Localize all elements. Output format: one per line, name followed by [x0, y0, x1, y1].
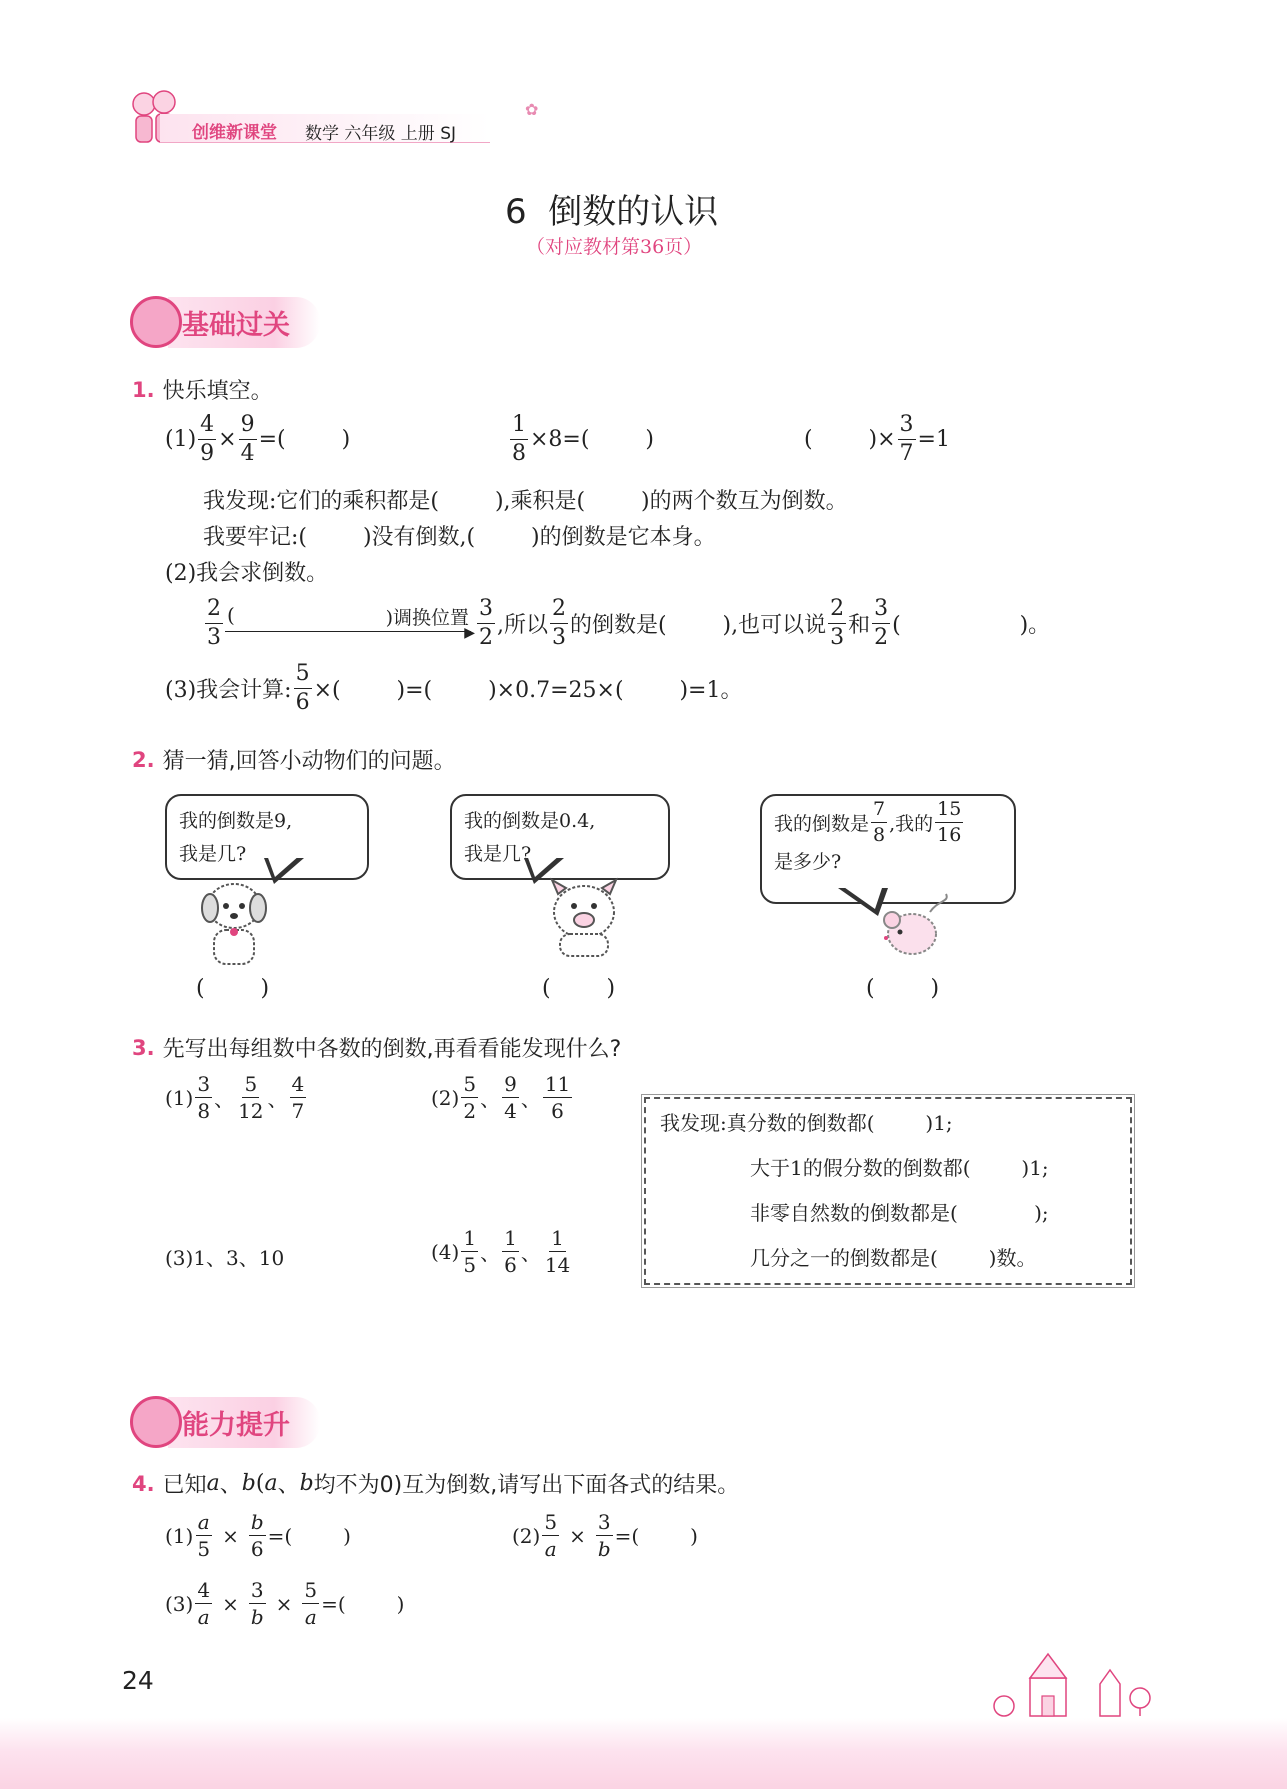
q1-find: 我发现:它们的乘积都是( ),乘积是( )的两个数互为倒数。: [203, 489, 848, 514]
q3-find-1[interactable]: 我发现:真分数的倒数都( )1;: [660, 1111, 953, 1135]
fraction: 2 3: [552, 596, 566, 650]
fraction: 3 2: [479, 596, 493, 650]
q1-part1-a: (1) $\frac{4}{9}$ × $\frac{9}{4}$ =( ): [165, 412, 351, 466]
speech-bubble-pig: 我的倒数是0.4, 我是几?: [450, 794, 670, 880]
swap-arrow: ( )调换位置 ▶: [227, 602, 475, 641]
fraction: $\frac{4}{a}$: [197, 1578, 211, 1629]
dog-icon: [196, 874, 272, 974]
q3-find-3[interactable]: 非零自然数的倒数都是( );: [750, 1201, 1049, 1225]
q3-text: 先写出每组数中各数的倒数,再看看能发现什么?: [162, 1037, 622, 1062]
q2-number: 2.: [132, 747, 155, 772]
q3-find-4[interactable]: 几分之一的倒数都是( )数。: [750, 1246, 1037, 1270]
answer-blank[interactable]: =( ): [258, 427, 351, 452]
speech-bubble-mouse: 我的倒数是 7 8 ,我的 15 16 是多少?: [760, 794, 1016, 904]
bubble-tail-fill: [841, 885, 883, 909]
page-title: 6 倒数的认识: [505, 192, 719, 232]
fraction: 5 2: [463, 1072, 477, 1123]
q3-group2: (2) 5 2 、 9 4 、 11 6: [431, 1072, 571, 1123]
q1-part1-b: [508, 414, 654, 465]
fraction: 2 3: [207, 596, 221, 650]
section-basic-label: 基础过关: [168, 297, 320, 348]
q2-text: 猜一猜,回答小动物们的问题。: [162, 749, 456, 774]
q4-part3: (3) $\frac{4}{a}$ × $\frac{3}{b}$ × $\frac{5}{a}$ =( ): [165, 1578, 405, 1629]
page-number: 24: [122, 1666, 154, 1695]
answer-blank[interactable]: ×( )=( )×0.7=25×( )=1。: [313, 678, 743, 703]
fraction: $\frac{5}{6}$: [295, 661, 310, 715]
q1-part2-line: 2 3 ( )调换位置 ▶ 3 2 ,所以 2 3 的倒数是( ),也可以说 2 3 和 3 2 ( )。: [207, 596, 1051, 650]
q1-text: 快乐填空。: [162, 379, 273, 404]
q2-answer-2[interactable]: ( ): [542, 976, 616, 1001]
section-basic: [130, 296, 320, 348]
fraction: $\frac{4}{9}$: [200, 412, 215, 466]
fraction: 4 7: [291, 1072, 305, 1123]
q1-stem: [132, 374, 273, 405]
fraction: $\frac{9}{4}$: [240, 412, 255, 466]
castle-icon: [990, 1648, 1160, 1722]
q1-part1-c: ( )× $\frac{3}{7}$ =1: [804, 412, 950, 466]
q2-stem: [132, 744, 456, 775]
q3-group1: (1) 3 8 、 5 12 、 4 7: [165, 1072, 305, 1123]
fraction: $\frac{b}{6}$: [250, 1510, 264, 1561]
answer-blank[interactable]: ×8=( ): [530, 427, 654, 452]
fraction: 1 5: [463, 1226, 477, 1277]
q1-remember: 我要牢记:( )没有倒数,( )的倒数是它本身。: [203, 525, 716, 550]
q3-stem: [132, 1032, 621, 1063]
fraction: 1 14: [544, 1226, 571, 1277]
q3-group4: (4) 1 5 、 1 6 、 1 14: [431, 1226, 571, 1277]
q2-answer-3[interactable]: ( ): [866, 976, 940, 1001]
answer-blank[interactable]: =( ): [267, 1523, 351, 1548]
answer-blank[interactable]: ( )×: [804, 427, 896, 452]
answer-blank[interactable]: 的倒数是( ),也可以说: [570, 613, 827, 638]
q4-stem: 4. 已知 a 、 b ( a 、 b 均不为0)互为倒数,请写出下面各式的结果。: [132, 1471, 740, 1498]
fraction: $\frac{1}{8}$: [512, 412, 526, 466]
fraction: $\frac{3}{b}$: [250, 1578, 264, 1629]
footer-band: [0, 1718, 1287, 1789]
speech-bubble-dog: 我的倒数是9, 我是几?: [165, 794, 369, 880]
q3-group3: (3)1、3、10: [165, 1246, 285, 1270]
fraction: 1 6: [504, 1226, 517, 1277]
answer-blank[interactable]: =( ): [321, 1591, 405, 1616]
q1-number: 1.: [132, 377, 155, 402]
q4-part2: (2) $\frac{5}{a}$ × $\frac{3}{b}$ =( ): [512, 1510, 698, 1561]
mouse-icon: [878, 892, 952, 964]
q1-part3: (3)我会计算: $\frac{5}{6}$ ×( )=( )×0.7=25×( )=1。: [165, 661, 743, 715]
header-brand: 创维新课堂: [192, 123, 277, 143]
q4-number: 4.: [132, 1471, 155, 1496]
section-advanced: [130, 1396, 320, 1448]
q4-part1: (1) $\frac{a}{5}$ × $\frac{b}{6}$ =( ): [165, 1510, 351, 1561]
fraction: 3 2: [874, 596, 889, 650]
fraction: 2 3: [830, 596, 845, 650]
q3-number: 3.: [132, 1035, 155, 1060]
fraction: $\frac{5}{a}$: [544, 1510, 558, 1561]
q3-discovery-box: [644, 1097, 1132, 1285]
section-badge-icon: [130, 296, 182, 348]
q2-answer-1[interactable]: ( ): [196, 976, 270, 1001]
q1-p1-label: (1): [165, 427, 197, 452]
section-badge-icon: [130, 1396, 182, 1448]
fraction: 9 4: [504, 1072, 517, 1123]
pig-icon: [538, 876, 632, 964]
q1-part2: (2)我会求倒数。: [165, 561, 329, 586]
fraction: $\frac{5}{a}$: [304, 1578, 318, 1629]
fraction: $\frac{3}{b}$: [597, 1510, 611, 1561]
header-subject: 数学 六年级 上册 SJ: [305, 124, 457, 144]
page-subtitle: （对应教材第36页）: [526, 236, 703, 258]
fraction: 11 6: [544, 1072, 571, 1123]
fraction: 7 8: [873, 798, 886, 846]
fraction: 3 8: [197, 1072, 211, 1123]
answer-blank[interactable]: =( ): [614, 1523, 698, 1548]
bubble-tail-fill: [527, 855, 560, 877]
q3-find-2[interactable]: 大于1的假分数的倒数都( )1;: [750, 1156, 1049, 1180]
section-advanced-label: 能力提升: [168, 1397, 320, 1448]
fraction: 15 16: [937, 798, 962, 846]
fraction: $\frac{a}{5}$: [197, 1510, 211, 1561]
answer-blank[interactable]: ( )。: [892, 613, 1051, 638]
fraction: 5 12: [238, 1072, 264, 1123]
butterfly-icon: ✿: [525, 100, 539, 119]
fraction: $\frac{3}{7}$: [899, 412, 914, 466]
